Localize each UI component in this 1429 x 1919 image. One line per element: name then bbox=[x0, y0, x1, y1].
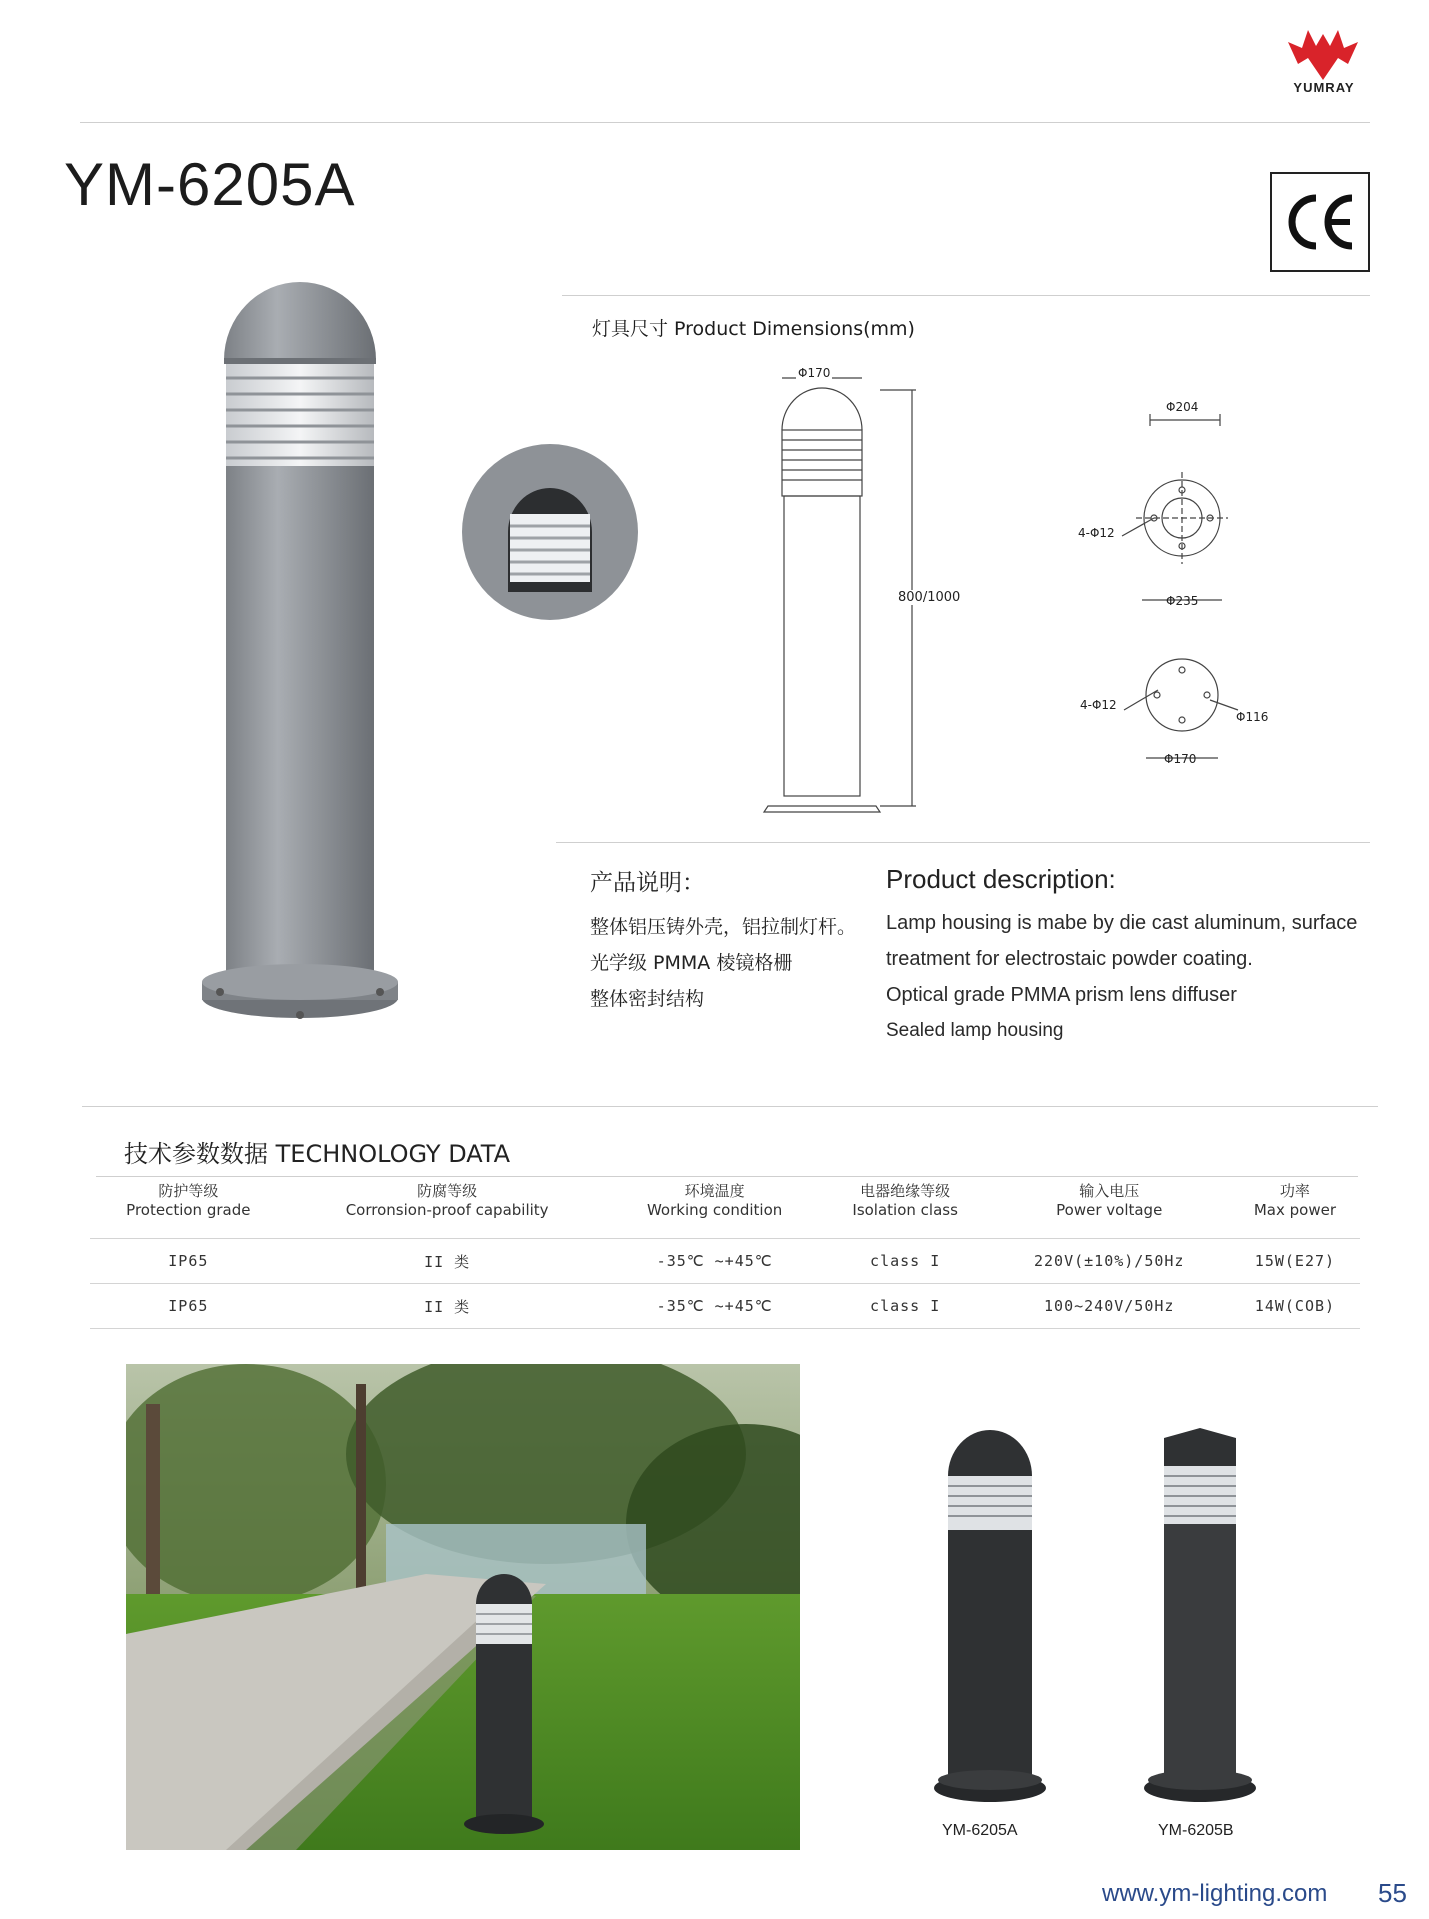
brand-name: YUMRAY bbox=[1293, 80, 1355, 95]
column-header: 电器绝缘等级 Isolation class bbox=[852, 1182, 958, 1219]
table-header-row bbox=[90, 1172, 1360, 1239]
tech-divider bbox=[82, 1106, 1378, 1107]
description-en-heading: Product description: bbox=[886, 864, 1116, 894]
table-cell: class I bbox=[822, 1284, 989, 1329]
table-cell: 100~240V/50Hz bbox=[989, 1284, 1230, 1329]
column-header: 功率 Max power bbox=[1253, 1182, 1336, 1219]
table-cell: IP65 bbox=[90, 1239, 287, 1284]
table-cell: 15W(E27) bbox=[1230, 1239, 1360, 1284]
variant-a-image bbox=[930, 1424, 1050, 1814]
tech-table bbox=[90, 1172, 1360, 1329]
garden-installation-photo bbox=[126, 1364, 800, 1850]
column-header: 防腐等级 Corronsion-proof capability bbox=[345, 1182, 549, 1219]
table-cell: 14W(COB) bbox=[1230, 1284, 1360, 1329]
table-cell: II 类 bbox=[287, 1239, 608, 1284]
dim-mount-outer: Φ170 bbox=[1164, 752, 1197, 766]
column-header: 环境温度 Working condition bbox=[646, 1182, 783, 1219]
tech-heading: 技术参数数据 TECHNOLOGY DATA bbox=[124, 1140, 511, 1168]
dim-mount-holes: 4-Φ12 bbox=[1080, 698, 1117, 712]
ce-icon bbox=[1272, 174, 1368, 270]
description-divider bbox=[556, 842, 1370, 843]
table-cell: IP65 bbox=[90, 1284, 287, 1329]
description-en-line: Sealed lamp housing bbox=[886, 1020, 1064, 1041]
column-header: 防护等级 Protection grade bbox=[126, 1182, 251, 1219]
description-en-line: Lamp housing is mabe by die cast aluminum, surface bbox=[886, 912, 1358, 934]
table-cell: class I bbox=[822, 1239, 989, 1284]
footer-website-link[interactable]: www.ym-lighting.com bbox=[1102, 1880, 1328, 1907]
product-model-title: YM-6205A bbox=[64, 151, 356, 218]
dim-base-outer: Φ235 bbox=[1166, 594, 1199, 608]
variant-b-image bbox=[1140, 1424, 1260, 1814]
description-cn-line: 整体铝压铸外壳，铝拉制灯杆。 bbox=[590, 916, 857, 938]
table-cell: -35℃ ~+45℃ bbox=[608, 1284, 822, 1329]
description-cn-line: 整体密封结构 bbox=[590, 988, 705, 1010]
product-main-image bbox=[180, 270, 420, 1040]
variant-a-label: YM-6205A bbox=[942, 1822, 1018, 1839]
base-plan-drawing bbox=[1070, 400, 1240, 780]
dim-base-diameter: Φ204 bbox=[1166, 400, 1199, 414]
table-row bbox=[90, 1284, 1360, 1329]
dim-base-holes: 4-Φ12 bbox=[1078, 526, 1115, 540]
page-number: 55 bbox=[1378, 1878, 1407, 1908]
dimensions-divider bbox=[562, 295, 1370, 296]
table-cell: -35℃ ~+45℃ bbox=[608, 1239, 822, 1284]
description-cn-line: 光学级 PMMA 棱镜格栅 bbox=[590, 952, 793, 974]
column-header: 输入电压 Power voltage bbox=[1056, 1182, 1163, 1219]
description-en-line: treatment for electrostaic powder coating. bbox=[886, 948, 1253, 970]
ce-mark bbox=[1270, 172, 1370, 272]
table-row bbox=[90, 1239, 1360, 1284]
dim-height: 800/1000 bbox=[898, 590, 961, 605]
table-cell: 220V(±10%)/50Hz bbox=[989, 1239, 1230, 1284]
description-cn-heading: 产品说明： bbox=[590, 870, 705, 896]
dimensions-heading: 灯具尺寸 Product Dimensions(mm) bbox=[592, 318, 915, 340]
table-cell: II 类 bbox=[287, 1284, 608, 1329]
description-en-line: Optical grade PMMA prism lens diffuser bbox=[886, 984, 1237, 1006]
dim-top-diameter: Φ170 bbox=[798, 366, 831, 380]
variant-b-label: YM-6205B bbox=[1158, 1822, 1234, 1839]
dim-mount-inner: Φ116 bbox=[1236, 710, 1269, 724]
header-divider bbox=[80, 122, 1370, 123]
lens-detail-image bbox=[460, 442, 640, 622]
